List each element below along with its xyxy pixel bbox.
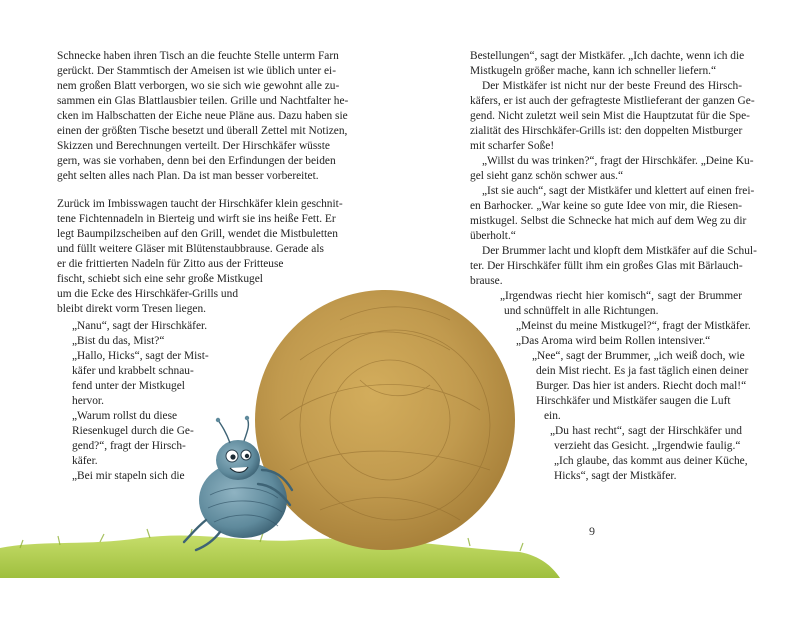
text-line: Mistkugeln größer mache, kann ich schneller liefern.“ xyxy=(470,65,717,77)
text-line: mit scharfer Soße! xyxy=(470,140,555,152)
page-number: 9 xyxy=(589,524,595,538)
text-line: Burger. Das hier ist anders. Riecht doch mal!“ xyxy=(536,380,747,392)
text-line: mistkugel. Selbst die Schnecke hat mich auf dem Weg zu dir xyxy=(470,215,747,227)
text-line: zialität des Hirschkäfer-Grills ist: den doppelten Mistburger xyxy=(470,125,743,137)
text-line: gend. Nicht zuletzt weil sein Mist die Hauptzutat für die Spe- xyxy=(470,110,750,122)
text-line: und füllt weitere Gläser mit Blütenstaubbrause. Gerade als xyxy=(57,243,324,255)
text-line: käfer. xyxy=(72,455,98,467)
text-line: gend?“, fragt der Hirsch- xyxy=(72,440,186,452)
text-line: „Nanu“, sagt der Hirschkäfer. xyxy=(72,320,208,332)
text-line: „Nee“, sagt der Brummer, „ich weiß doch, wie xyxy=(532,350,745,362)
text-line: „Ich glaube, das kommt aus deiner Küche, xyxy=(554,455,748,467)
text-line: „Meinst du meine Mistkugel?“, fragt der Mistkäfer. xyxy=(516,320,751,332)
text-line: Skizzen und Berechnungen verteilt. Der Hirschkäfer wüsste xyxy=(57,140,330,152)
text-line: überholt.“ xyxy=(470,230,516,242)
text-line: gern, was sie vorhaben, denn bei den Erfindungen der beiden xyxy=(57,155,336,167)
text-line: einen der größten Tische besetzt und überall Zettel mit Notizen, xyxy=(57,125,348,137)
text-line: Der Mistkäfer ist nicht nur der beste Freund des Hirsch- xyxy=(482,80,742,92)
text-line: ein. xyxy=(544,410,561,422)
text-line: hervor. xyxy=(72,395,104,407)
text-line: cken im Halbschatten der Eiche neue Pläne aus. Dazu haben sie xyxy=(57,110,348,122)
text-line: fend unter der Mistkugel xyxy=(72,380,185,392)
text-line: „Bist du das, Mist?“ xyxy=(72,335,165,347)
text-line: tene Fichtennadeln in Bierteig und wirft sie ins heiße Fett. Er xyxy=(57,213,336,225)
text-line: käfers, er ist auch der gefragteste Mistlieferant der ganzen Ge- xyxy=(470,95,755,107)
text-line: gerückt. Der Stammtisch der Ameisen ist wie üblich unter ei- xyxy=(57,65,336,77)
text-line: er die frittierten Nadeln für Zitto aus der Fritteuse xyxy=(57,258,284,270)
text-line: ter. Der Hirschkäfer füllt ihm ein großes Glas mit Bärlauch- xyxy=(470,260,743,272)
text-line: Zurück im Imbisswagen taucht der Hirschkäfer klein geschnit- xyxy=(57,198,343,210)
text-line: „Das Aroma wird beim Rollen intensiver.“ xyxy=(516,335,711,347)
text-line: Riesenkugel durch die Ge- xyxy=(72,425,194,437)
text-line: und schnüffelt in alle Richtungen. xyxy=(504,305,659,317)
text-line: verzieht das Gesicht. „Irgendwie faulig.“ xyxy=(554,440,741,452)
text-line: um die Ecke des Hirschkäfer-Grills und xyxy=(57,288,239,300)
text-line: „Bei mir stapeln sich die xyxy=(72,470,185,482)
text-line: nem großen Blatt verborgen, wo sie sich wie gewohnt alle zu- xyxy=(57,80,340,92)
text-line: „Warum rollst du diese xyxy=(72,410,178,422)
text-line: en Barhocker. „War keine so gute Idee von mir, die Riesen- xyxy=(470,200,742,212)
text-line: Schnecke haben ihren Tisch an die feuchte Stelle unterm Farn xyxy=(57,50,339,62)
text-line: Der Brummer lacht und klopft dem Mistkäfer auf die Schul- xyxy=(482,245,757,257)
right-page xyxy=(400,0,800,640)
text-line: „Hallo, Hicks“, sagt der Mist- xyxy=(72,350,209,362)
text-line: Hicks“, sagt der Mistkäfer. xyxy=(554,470,677,482)
text-line: Bestellungen“, sagt der Mistkäfer. „Ich dachte, wenn ich die xyxy=(470,50,745,62)
text-line: legt Baumpilzscheiben auf den Grill, wendet die Mistbuletten xyxy=(57,228,338,240)
text-line: „Du hast recht“, sagt der Hirschkäfer und xyxy=(550,425,742,437)
text-line: fischt, schiebt sich eine sehr große Mistkugel xyxy=(57,273,263,285)
text-line: geht selten alles nach Plan. Da ist man besser vorbereitet. xyxy=(57,170,319,182)
text-line: Hirschkäfer und Mistkäfer saugen die Luft xyxy=(536,395,731,407)
text-line: sammen ein Glas Blattlausbier teilen. Grille und Nachtfalter he- xyxy=(57,95,349,107)
text-line: dein Mist riecht. Es ja fast täglich einen deiner xyxy=(536,365,749,377)
text-line: „Ist sie auch“, sagt der Mistkäfer und klettert auf einen frei- xyxy=(482,185,755,197)
text-line: brause. xyxy=(470,275,503,287)
text-line: „Willst du was trinken?“, fragt der Hirschkäfer. „Deine Ku- xyxy=(482,155,754,167)
text-line: bleibt direkt vorm Tresen liegen. xyxy=(57,303,207,315)
text-line: gel sieht ganz schön schwer aus.“ xyxy=(470,170,624,182)
text-line: „Irgendwas riecht hier komisch“, sagt der Brummer xyxy=(500,290,742,302)
text-line: käfer und krabbelt schnau- xyxy=(72,365,194,377)
